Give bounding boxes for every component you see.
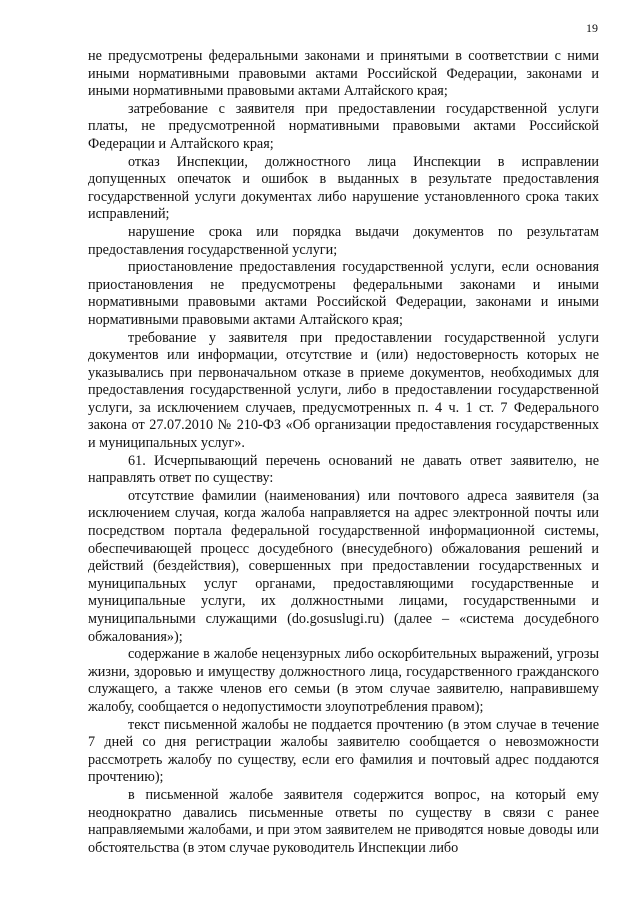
paragraph: текст письменной жалобы не поддается прочтению (в этом случае в течение 7 дней со дня регистрации жалобы заявителю сообщается о невозможности рассмотреть жалобу по существу, если его фамилия и почтовый адрес поддаются прочтению); — [88, 716, 599, 786]
paragraph: нарушение срока или порядка выдачи документов по результатам предоставления государственной услуги; — [88, 223, 599, 258]
paragraph: в письменной жалобе заявителя содержится вопрос, на который ему неоднократно давались письменные ответы по существу в связи с ранее направляемыми жалобами, и при этом заявителем не приводятся новые доводы или обстоятельства (в этом случае руководитель Инспекции либо — [88, 786, 599, 856]
paragraph: затребование с заявителя при предоставлении государственной услуги платы, не предусмотренной нормативными правовыми актами Российской Федерации и Алтайского края; — [88, 100, 599, 152]
paragraph: приостановление предоставления государственной услуги, если основания приостановления не предусмотрены федеральными законами и иными нормативными правовыми актами Российской Федерации, законами и иными нормативными правовыми актами Алтайского края; — [88, 259, 599, 328]
page-number: 19 — [586, 21, 598, 35]
body-text — [88, 48, 599, 857]
paragraph: не предусмотрены федеральными законами и принятыми в соответствии с ними иными нормативными правовыми актами Российской Федерации, законами и иными нормативными правовыми актами Алтайского края; — [88, 48, 599, 100]
paragraph: содержание в жалобе нецензурных либо оскорбительных выражений, угрозы жизни, здоровью и имуществу должностного лица, государственного гражданского служащего, а также членов его семьи (в этом случае заявителю, направившему жалобу, сообщается о недопустимости злоупотребления правом); — [88, 646, 599, 715]
paragraph: отказ Инспекции, должностного лица Инспекции в исправлении допущенных опечаток и ошибок в выданных в результате предоставления государственной услуги документах либо нарушение установленного срока таких исправлений; — [88, 153, 599, 223]
paragraph: отсутствие фамилии (наименования) или почтового адреса заявителя (за исключением случая, когда жалоба направляется на адрес электронной почты или посредством портала федеральной государственной информационной системы, обеспечивающей процесс досудебного (внесудебного) обжалования решений и действий (бездействия), совершенных при предоставлении государственных и муниципальных услуг органами, предоставляющими государственные и муниципальные услуги, их должностными лицами, государственными и муниципальными служащими (do.gosuslugi.ru) (далее – «система досудебного обжалования»); — [88, 487, 599, 645]
paragraph: требование у заявителя при предоставлении государственной услуги документов или информации, отсутствие и (или) недостоверность которых не указывались при первоначальном отказе в приеме документов, необходимых для предоставления государственной услуги, либо в предоставлении государственной услуги, за исключением случаев, предусмотренных п. 4 ч. 1 ст. 7 Федерального закона от 27.07.2010 № 210-ФЗ «Об организации предоставления государственных и муниципальных услуг». — [88, 329, 599, 452]
paragraph: 61. Исчерпывающий перечень оснований не давать ответ заявителю, не направлять ответ по существу: — [88, 452, 599, 487]
